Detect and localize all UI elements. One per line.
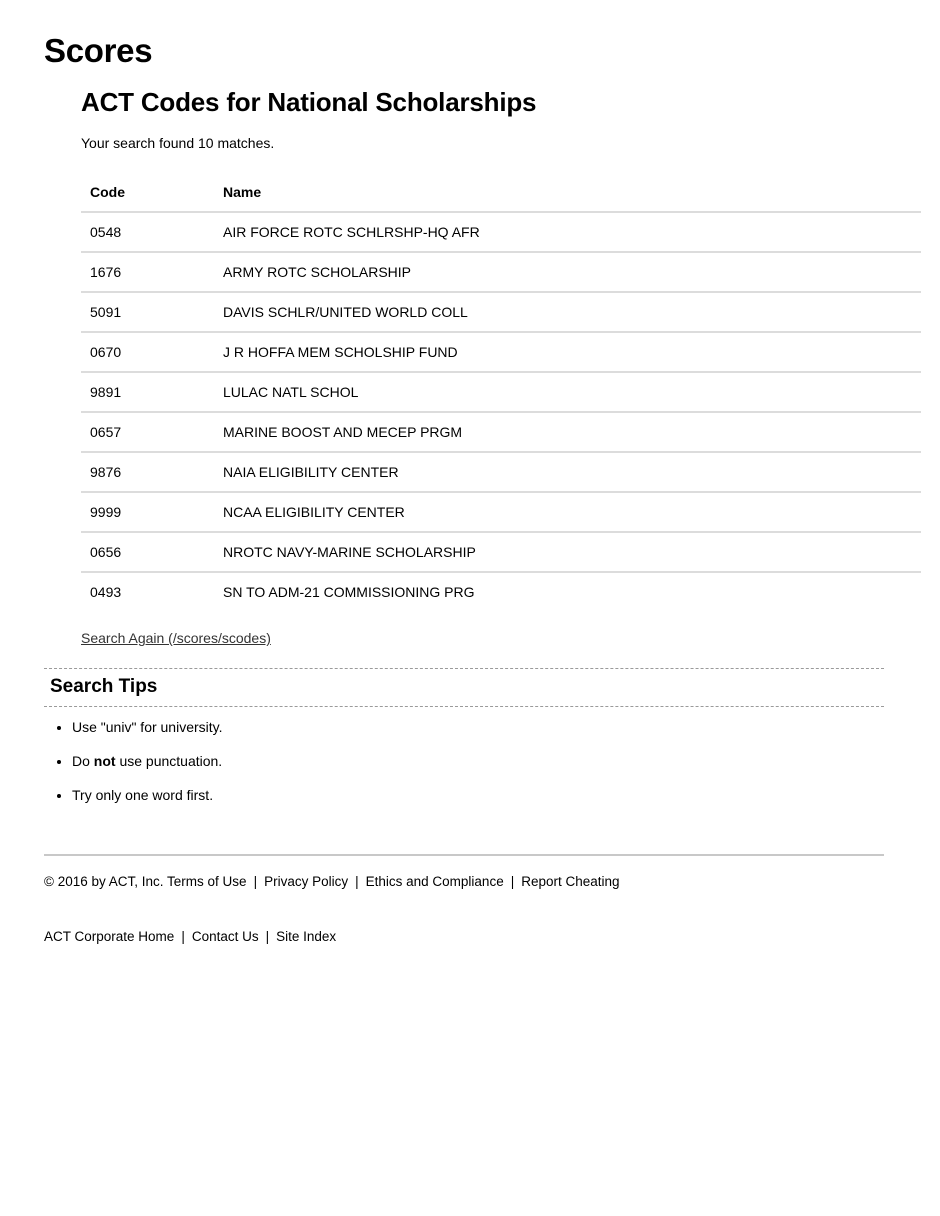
name-cell: SN TO ADM-21 COMMISSIONING PRG xyxy=(223,584,475,600)
code-cell: 1676 xyxy=(81,252,214,292)
separator: | xyxy=(510,874,515,889)
table-row xyxy=(81,332,921,372)
search-again-link[interactable]: Search Again (/scores/scodes) xyxy=(81,630,271,646)
search-tips-list xyxy=(44,716,223,818)
copyright-text: © 2016 by ACT, Inc. xyxy=(44,874,164,889)
code-cell: 0548 xyxy=(81,212,214,252)
terms-of-use-link[interactable]: Terms of Use xyxy=(167,874,247,889)
table-row xyxy=(81,292,921,332)
divider-dashed-top xyxy=(44,668,884,669)
tip-text-bold: not xyxy=(93,753,116,769)
name-cell: MARINE BOOST AND MECEP PRGM xyxy=(214,412,921,452)
name-cell: NCAA ELIGIBILITY CENTER xyxy=(214,492,921,532)
code-cell: 9999 xyxy=(81,492,214,532)
separator: | xyxy=(355,874,359,889)
separator: | xyxy=(265,929,270,944)
code-cell: 0493 xyxy=(90,584,122,600)
tip-item xyxy=(72,716,223,750)
footer-divider xyxy=(44,854,884,856)
section-title: ACT Codes for National Scholarships xyxy=(81,87,537,117)
code-cell: 0670 xyxy=(81,332,214,372)
table-header-row xyxy=(81,173,921,212)
table-row xyxy=(81,212,921,252)
tip-text: Try only one word first. xyxy=(72,787,214,803)
name-cell: ARMY ROTC SCHOLARSHIP xyxy=(214,252,921,292)
code-cell: 0657 xyxy=(81,412,214,452)
separator: | xyxy=(181,929,185,944)
name-cell: NROTC NAVY-MARINE SCHOLARSHIP xyxy=(214,532,921,572)
report-cheating-link[interactable]: Report Cheating xyxy=(521,874,620,889)
act-corporate-home-link[interactable]: ACT Corporate Home xyxy=(44,929,175,944)
tip-text-after: use punctuation. xyxy=(115,753,223,769)
table-row xyxy=(81,412,921,452)
separator: | xyxy=(253,874,258,889)
privacy-policy-link[interactable]: Privacy Policy xyxy=(264,874,349,889)
name-cell: J R HOFFA MEM SCHOLSHIP FUND xyxy=(214,332,921,372)
table-row xyxy=(81,532,921,572)
table-row xyxy=(81,452,921,492)
table-row xyxy=(81,252,921,292)
column-header-code: Code xyxy=(81,173,214,212)
site-index-link[interactable]: Site Index xyxy=(276,929,337,944)
codes-table xyxy=(81,173,921,611)
table-row xyxy=(81,572,921,611)
search-tips-heading: Search Tips xyxy=(50,676,158,697)
code-cell: 9891 xyxy=(81,372,214,412)
column-header-name: Name xyxy=(214,173,921,212)
code-cell: 9876 xyxy=(81,452,214,492)
tip-item xyxy=(72,750,223,784)
code-cell: 0656 xyxy=(81,532,214,572)
match-count-text: Your search found 10 matches. xyxy=(81,135,275,151)
tip-text: Use "univ" for university. xyxy=(72,719,223,735)
code-cell: 5091 xyxy=(81,292,214,332)
footer-corporate-row xyxy=(44,929,336,944)
tip-text-before: Do xyxy=(72,753,94,769)
contact-us-link[interactable]: Contact Us xyxy=(191,929,259,944)
name-cell: NAIA ELIGIBILITY CENTER xyxy=(214,452,921,492)
tip-item xyxy=(72,784,223,818)
name-cell: LULAC NATL SCHOL xyxy=(214,372,921,412)
page-title: Scores xyxy=(44,32,153,69)
table-row xyxy=(81,492,921,532)
name-cell: DAVIS SCHLR/UNITED WORLD COLL xyxy=(214,292,921,332)
ethics-compliance-link[interactable]: Ethics and Compliance xyxy=(365,874,504,889)
table-row xyxy=(81,372,921,412)
divider-dashed-bottom xyxy=(44,706,884,707)
name-cell: AIR FORCE ROTC SCHLRSHP-HQ AFR xyxy=(214,212,921,252)
footer-legal-row xyxy=(44,874,620,889)
